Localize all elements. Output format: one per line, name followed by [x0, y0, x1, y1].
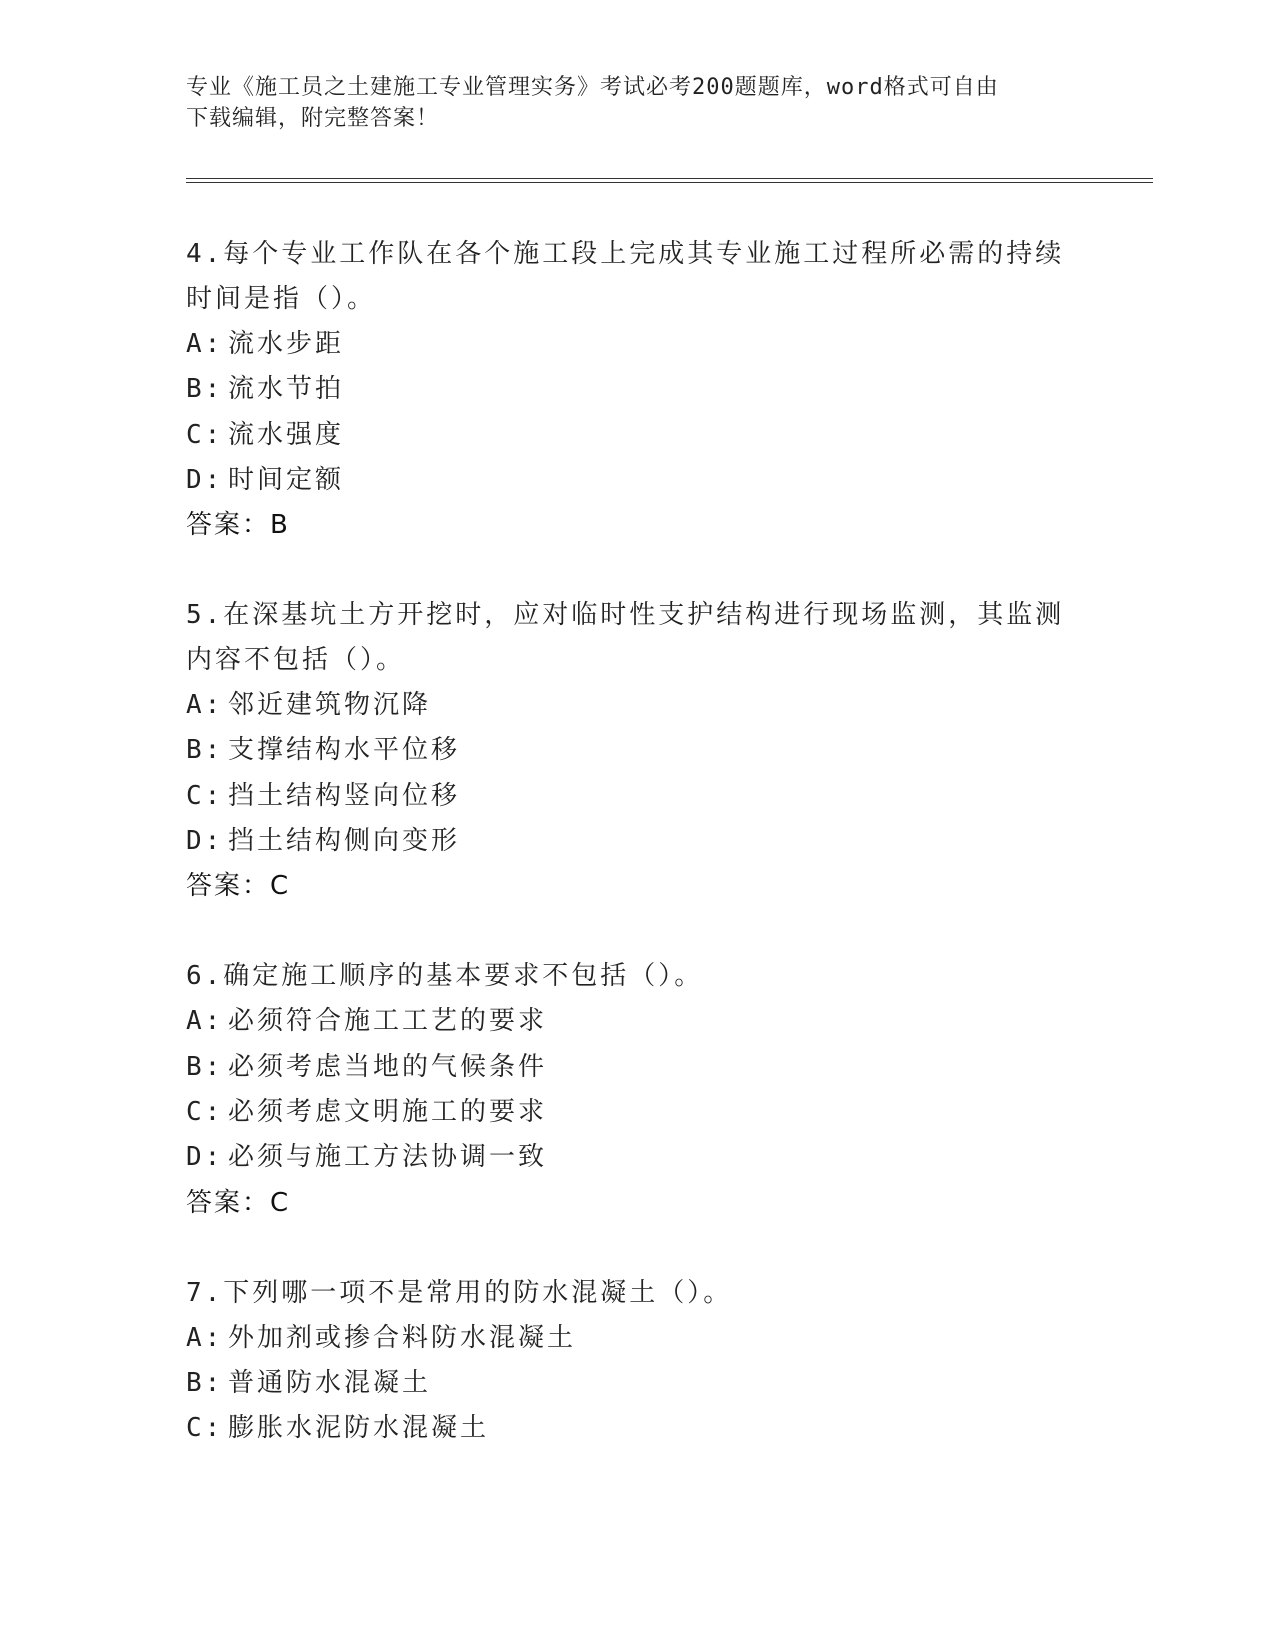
- option-text: 流水步距: [228, 329, 345, 359]
- option-a: [186, 683, 1086, 728]
- option-c: [186, 1090, 1086, 1135]
- option-text: 必须考虑当地的气候条件: [228, 1051, 548, 1082]
- option-text: 支撑结构水平位移: [228, 735, 461, 766]
- option-letter: B:: [186, 1051, 224, 1082]
- question-stem-continued: 时间是指（）。: [186, 284, 377, 314]
- option-b: [186, 1045, 1086, 1090]
- spacer: [186, 909, 1086, 954]
- question-stem: 6.确定施工顺序的基本要求不包括（）。: [186, 961, 704, 992]
- answer-line: 答案：C: [186, 871, 291, 902]
- answer-line: 答案：C: [186, 1187, 291, 1218]
- option-text: 挡土结构侧向变形: [228, 826, 461, 857]
- option-letter: D:: [186, 826, 224, 857]
- header-divider-top: [186, 178, 1153, 179]
- option-c: [186, 774, 1086, 819]
- option-c: [186, 1406, 1086, 1451]
- option-letter: D:: [186, 464, 224, 495]
- option-letter: D:: [186, 1142, 224, 1173]
- option-letter: A:: [186, 329, 224, 359]
- option-text: 必须与施工方法协调一致: [228, 1142, 548, 1173]
- header-divider-bottom: [186, 182, 1153, 183]
- spacer: [186, 1226, 1086, 1271]
- option-b: [186, 728, 1086, 773]
- option-d: [186, 1135, 1086, 1180]
- option-letter: A:: [186, 690, 224, 721]
- option-d: [186, 819, 1086, 864]
- option-letter: A:: [186, 1006, 224, 1037]
- spacer: [186, 548, 1086, 593]
- option-a: [186, 1316, 1086, 1361]
- option-letter: C:: [186, 1413, 224, 1444]
- question-5: [186, 593, 1086, 909]
- document-header: [186, 72, 1086, 134]
- question-stem: 4.每个专业工作队在各个施工段上完成其专业施工过程所必需的持续: [186, 239, 1065, 269]
- header-line-1: 专业《施工员之土建施工专业管理实务》考试必考200题题库，word格式可自由: [186, 75, 999, 100]
- question-stem: 5.在深基坑土方开挖时，应对临时性支护结构进行现场监测，其监测: [186, 600, 1065, 631]
- option-text: 必须考虑文明施工的要求: [228, 1096, 548, 1127]
- option-text: 流水强度: [228, 419, 345, 450]
- question-list: [186, 232, 1086, 1451]
- header-line-2: 下载编辑，附完整答案！: [186, 106, 440, 131]
- option-text: 必须符合施工工艺的要求: [228, 1006, 548, 1037]
- option-text: 膨胀水泥防水混凝土: [228, 1413, 490, 1444]
- option-letter: B:: [186, 374, 224, 405]
- option-text: 挡土结构竖向位移: [228, 780, 461, 811]
- question-stem: 7.下列哪一项不是常用的防水混凝土（）。: [186, 1277, 733, 1308]
- option-text: 普通防水混凝土: [228, 1367, 432, 1398]
- option-c: [186, 413, 1086, 458]
- option-b: [186, 367, 1086, 412]
- option-letter: B:: [186, 1367, 224, 1398]
- option-d: [186, 458, 1086, 503]
- option-b: [186, 1361, 1086, 1406]
- question-7: [186, 1271, 1086, 1452]
- question-stem-continued: 内容不包括（）。: [186, 645, 406, 676]
- option-text: 外加剂或掺合料防水混凝土: [228, 1322, 577, 1353]
- question-4: [186, 232, 1086, 548]
- option-letter: C:: [186, 1096, 224, 1127]
- option-letter: C:: [186, 780, 224, 811]
- option-text: 流水节拍: [228, 374, 345, 405]
- option-letter: C:: [186, 419, 224, 450]
- option-a: [186, 999, 1086, 1044]
- option-letter: A:: [186, 1322, 224, 1353]
- option-letter: B:: [186, 735, 224, 766]
- option-text: 时间定额: [228, 464, 345, 495]
- question-6: [186, 954, 1086, 1225]
- option-text: 邻近建筑物沉降: [228, 690, 432, 721]
- option-a: [186, 322, 1086, 367]
- answer-line: 答案：B: [186, 510, 290, 541]
